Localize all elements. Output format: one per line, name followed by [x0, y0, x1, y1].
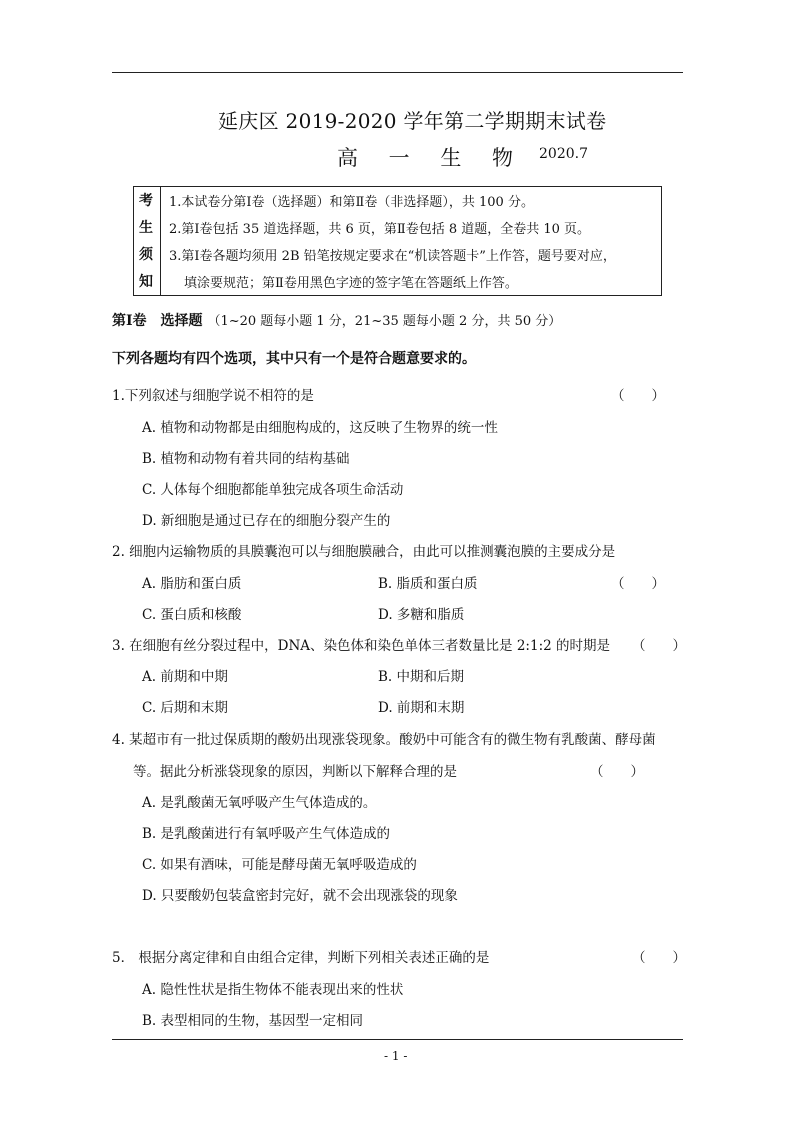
exam-date: 2020.7 [539, 146, 588, 162]
top-rule [112, 72, 683, 73]
question-3-stem: 3. 在细胞有丝分裂过程中，DNA、染色体和染色单体三者数量比是 2:1:2 的时期是 [112, 638, 611, 654]
candidate-notice-box [133, 186, 662, 296]
question-4-stem-line-1: 4. 某超市有一批过保质期的酸奶出现涨袋现象。酸奶中可能含有的微生物有乳酸菌、酵母菌 [112, 732, 656, 748]
question-4-option-d: D. 只要酸奶包装盒密封完好，就不会出现涨袋的现象 [142, 888, 458, 904]
notice-label-column [134, 187, 161, 295]
question-2-option-b: B. 脂质和蛋白质 [378, 576, 478, 592]
question-5-answer-blank: （ ） [632, 950, 686, 966]
question-4-stem-line-2: 等。据此分析涨袋现象的原因，判断以下解释合理的是 [133, 764, 457, 780]
question-1-answer-blank: （ ） [611, 388, 665, 404]
question-3-option-a: A. 前期和中期 [142, 669, 228, 685]
question-4-answer-blank: （ ） [590, 764, 644, 780]
question-3-option-d: D. 前期和末期 [378, 700, 465, 716]
question-1-stem: 1.下列叙述与细胞学说不相符的是 [112, 388, 314, 404]
exam-title: 延庆区 2019-2020 学年第二学期期末试卷 [218, 109, 607, 133]
question-2-option-d: D. 多糖和脂质 [378, 607, 465, 623]
notice-line-2: 2.第Ⅰ卷包括 35 道选择题，共 6 页，第Ⅱ卷包括 8 道题，全卷共 10 页。 [169, 222, 591, 237]
notice-line-3: 3.第Ⅰ卷各题均须用 2B 铅笔按规定要求在“机读答题卡”上作答，题号要对应， [169, 249, 616, 264]
question-1-option-d: D. 新细胞是通过已存在的细胞分裂产生的 [142, 513, 391, 529]
question-3-answer-blank: （ ） [632, 638, 686, 654]
notice-label-char: 知 [139, 274, 153, 290]
notice-line-1: 1.本试卷分第Ⅰ卷（选择题）和第Ⅱ卷（非选择题），共 100 分。 [169, 195, 534, 210]
notice-line-4: 填涂要规范；第Ⅱ卷用黑色字迹的签字笔在答题纸上作答。 [184, 276, 518, 291]
question-1-option-c: C. 人体每个细胞都能单独完成各项生命活动 [142, 482, 404, 498]
question-2-option-a: A. 脂肪和蛋白质 [142, 576, 242, 592]
section-instruction: 下列各题均有四个选项，其中只有一个是符合题意要求的。 [112, 351, 476, 367]
question-3-option-b: B. 中期和后期 [378, 669, 465, 685]
notice-label-char: 须 [139, 247, 153, 263]
page-number: - 1 - [384, 1049, 408, 1063]
question-3-option-c: C. 后期和末期 [142, 700, 228, 716]
question-1-option-b: B. 植物和动物有着共同的结构基础 [142, 451, 350, 467]
notice-label-char: 生 [139, 220, 153, 236]
question-4-option-a: A. 是乳酸菌无氧呼吸产生气体造成的。 [142, 795, 377, 811]
question-5-option-b: B. 表型相同的生物，基因型一定相同 [142, 1013, 364, 1029]
question-5-option-a: A. 隐性性状是指生物体不能表现出来的性状 [142, 982, 404, 998]
section-scoring-note: （1~20 题每小题 1 分，21~35 题每小题 2 分，共 50 分） [207, 314, 562, 329]
section-heading [112, 310, 561, 330]
bottom-rule [112, 1039, 683, 1040]
question-2-option-c: C. 蛋白质和核酸 [142, 607, 242, 623]
question-5-stem: 5． 根据分离定律和自由组合定律，判断下列相关表述正确的是 [112, 950, 490, 966]
question-1-option-a: A. 植物和动物都是由细胞构成的，这反映了生物界的统一性 [142, 420, 498, 436]
question-4-option-c: C. 如果有酒味，可能是酵母菌无氧呼吸造成的 [142, 857, 417, 873]
question-4-option-b: B. 是乳酸菌进行有氧呼吸产生气体造成的 [142, 826, 391, 842]
notice-label-char: 考 [139, 193, 153, 209]
section-title: 第Ⅰ卷 选择题 [112, 313, 203, 329]
question-2-stem: 2. 细胞内运输物质的具膜囊泡可以与细胞膜融合，由此可以推测囊泡膜的主要成分是 [112, 544, 616, 560]
question-2-answer-blank: （ ） [611, 576, 665, 592]
exam-subject: 高 一 生 物 [337, 146, 526, 170]
